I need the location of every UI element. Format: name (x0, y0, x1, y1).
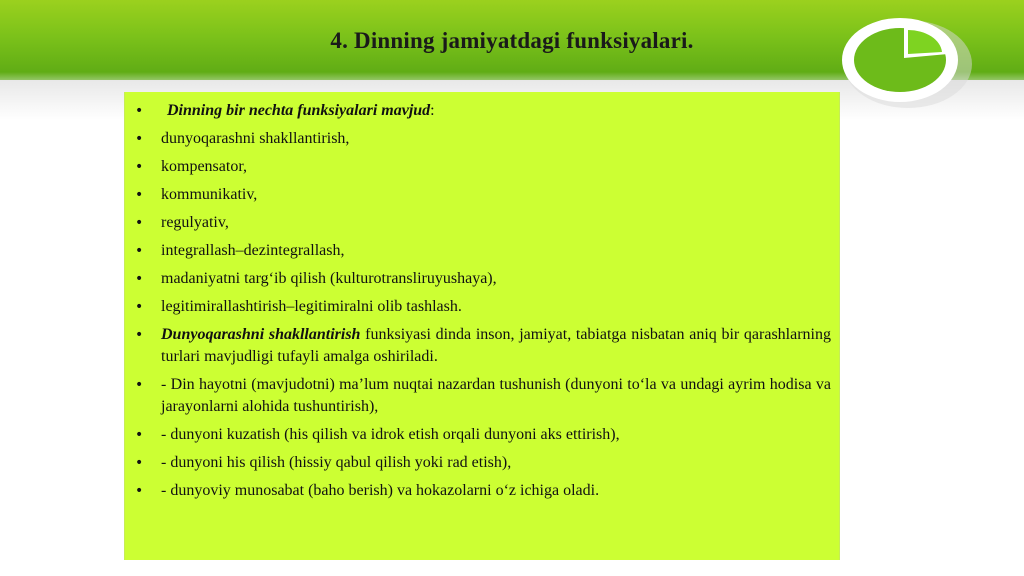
list-item-text: integrallash–dezintegrallash, (161, 242, 345, 259)
content-box (124, 92, 840, 560)
bullet-icon: • (135, 377, 144, 393)
list-item-lead: Dinning bir nechta funksiyalari mavjud (167, 102, 431, 119)
bullet-icon: • (135, 215, 144, 231)
list-item-text: kompensator, (161, 158, 248, 175)
list-item (125, 156, 831, 178)
bullet-icon: • (135, 131, 144, 147)
bullet-icon: • (135, 299, 144, 315)
list-item-text: madaniyatni targ‘ib qilish (kulturotransliruyushaya), (161, 270, 497, 287)
bullet-icon: • (135, 483, 144, 499)
list-item (125, 240, 831, 262)
list-item-text: - dunyoviy munosabat (baho berish) va hokazolarni o‘z ichiga oladi. (161, 482, 600, 499)
list-item (125, 268, 831, 290)
bullet-icon: • (135, 243, 144, 259)
list-item-text: : (430, 102, 435, 119)
list-item (125, 100, 831, 122)
list-item (125, 296, 831, 318)
bullet-icon: • (135, 327, 144, 343)
list-item-text: - dunyoni his qilish (hissiy qabul qilish yoki rad etish), (161, 454, 512, 471)
slide-title: 4. Dinning jamiyatdagi funksiyalari. (330, 28, 694, 53)
pie-chart-icon (838, 14, 978, 114)
list-item-text: legitimirallashtirish–legitimiralni olib tashlash. (161, 298, 462, 315)
list-item-text: kommunikativ, (161, 186, 258, 203)
list-item (125, 424, 831, 446)
list-item (125, 452, 831, 474)
list-item (125, 374, 831, 418)
bullet-icon: • (135, 455, 144, 471)
list-item (125, 480, 831, 502)
list-item-text: - Din hayotni (mavjudotni) ma’lum nuqtai nazardan tushunish (dunyoni to‘la va undagi ayrim hodisa va jarayonlarni alohida tushuntirish), (161, 376, 831, 415)
bullet-list (125, 92, 839, 502)
list-item-text: funksiyasi dinda inson, jamiyat, tabiatga nisbatan aniq bir qarashlarning turlari mavjudligi tufayli amalga oshiriladi. (161, 326, 832, 365)
bullet-icon: • (135, 271, 144, 287)
list-item-lead: Dunyoqarashni shakllantirish (161, 326, 361, 343)
bullet-icon: • (135, 187, 144, 203)
list-item-text: regulyativ, (161, 214, 229, 231)
list-item-text: dunyoqarashni shakllantirish, (161, 130, 350, 147)
bullet-icon: • (135, 427, 144, 443)
list-item (125, 128, 831, 150)
list-item (125, 184, 831, 206)
bullet-icon: • (135, 103, 144, 119)
bullet-icon: • (135, 159, 144, 175)
list-item (125, 212, 831, 234)
list-item-text: - dunyoni kuzatish (his qilish va idrok etish orqali dunyoni aks ettirish), (161, 426, 620, 443)
list-item (125, 324, 831, 368)
